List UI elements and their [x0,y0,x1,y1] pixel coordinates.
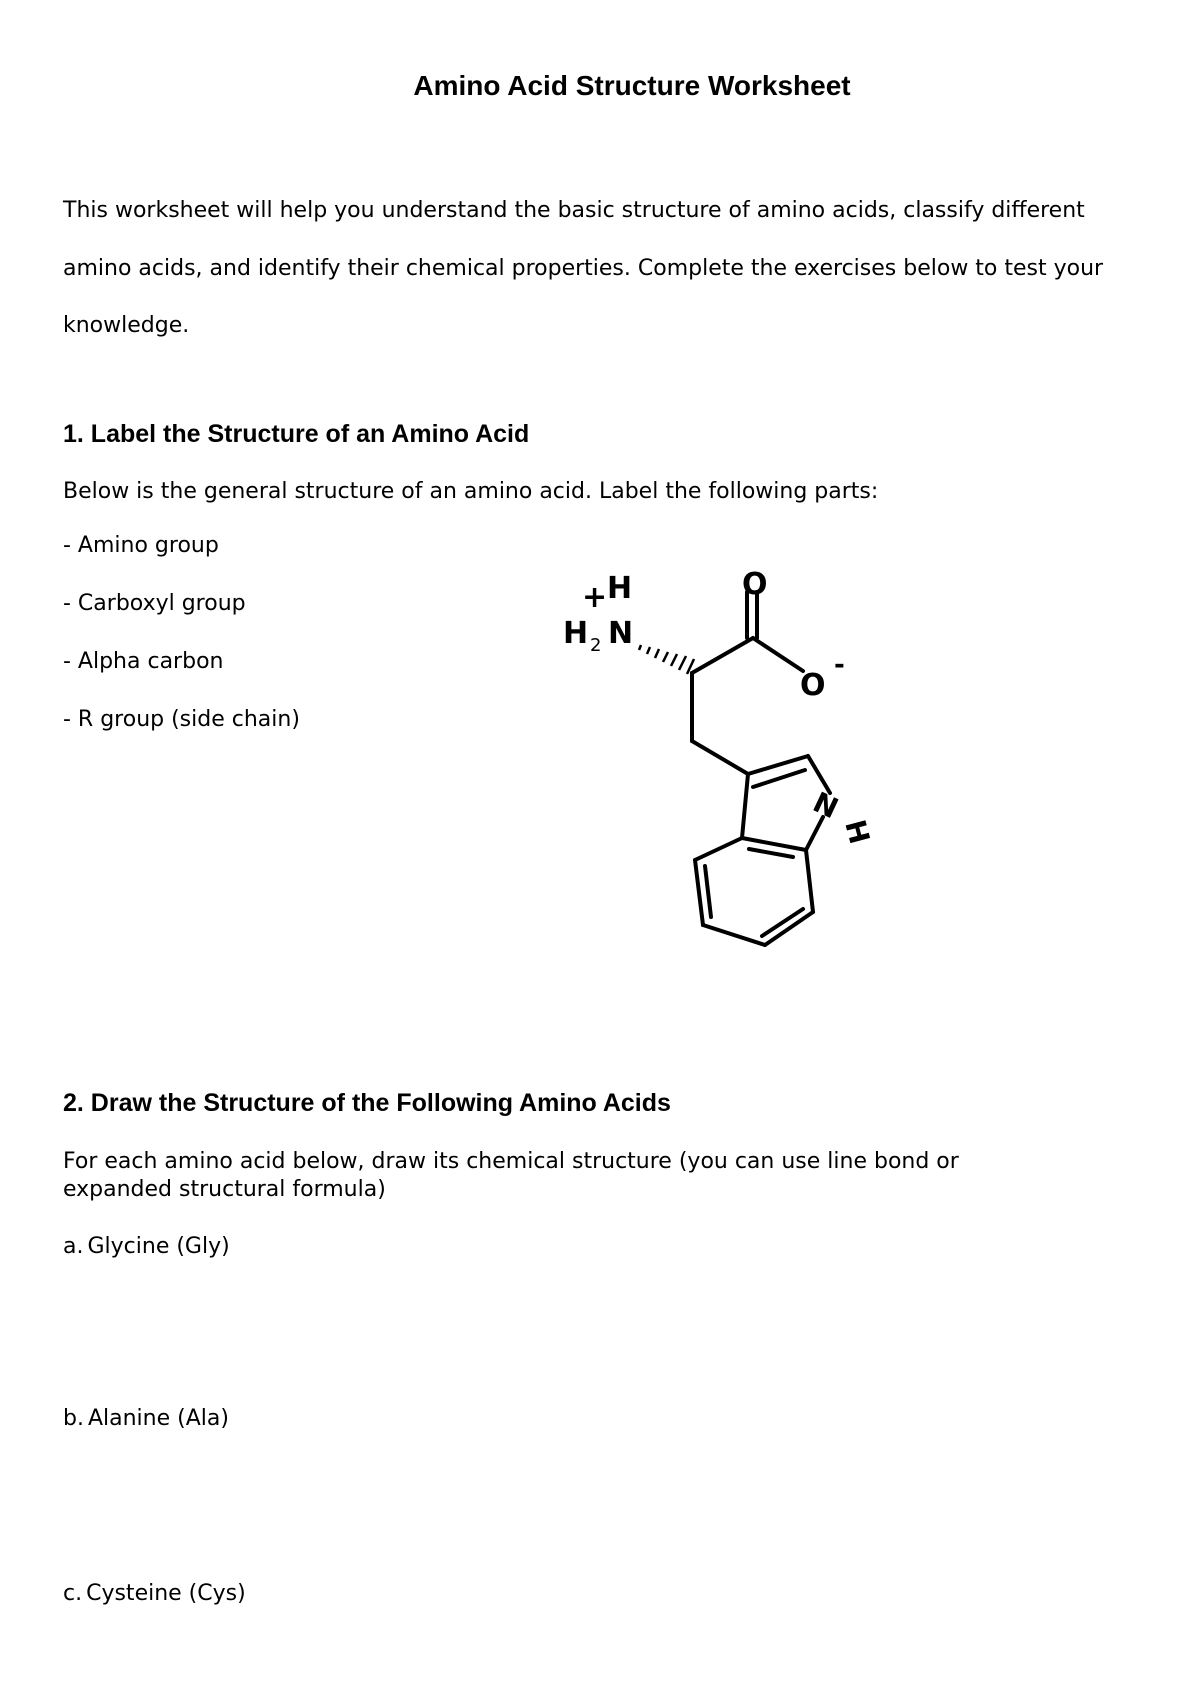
carbonyl-oxygen-label: O [742,567,768,602]
amine-subscript-label: 2 [590,635,602,656]
list-item: - Carboxyl group [63,591,246,616]
ring-hydrogen-label: H [838,816,877,848]
item-letter: a. [63,1234,84,1259]
item-name: Cysteine (Cys) [86,1581,246,1606]
amine-hydrogen-top-label: H [607,571,633,606]
amino-acid-structure-figure [555,555,925,965]
list-item: - Amino group [63,533,219,558]
bond-c5-c4-double [705,866,711,917]
amino-acid-item [63,1580,246,1608]
amine-nitrogen-label: N [608,616,634,651]
negative-charge-label: - [834,650,845,680]
bond-ch2-ring [692,741,748,774]
item-name: Alanine (Ala) [87,1406,229,1431]
bond-c5-c4 [695,860,703,925]
item-name: Glycine (Gly) [87,1234,230,1259]
list-item: - R group (side chain) [63,707,300,732]
intro-paragraph: This worksheet will help you understand the basic structure of amino acids, classify different amino acids, and identify their chemical properties. Complete the exercises below to test your knowledge. [63,198,1104,338]
amine-hydrogen-left-label: H [563,616,589,651]
label-parts-list [63,532,300,764]
bond-carboxylate [753,638,803,671]
bond-c6-c5 [703,925,765,945]
bond-c4-c3a [695,838,742,860]
section-2-heading: 2. Draw the Structure of the Following Amino Acids [63,1089,671,1117]
amino-acid-item [63,1233,230,1261]
plus-charge-label: + [582,580,608,615]
item-letter: c. [63,1581,83,1606]
bond-c3-c2-double [753,770,805,787]
ring-nitrogen-label: N [808,785,844,826]
list-item: - Alpha carbon [63,649,224,674]
section-2-instruction: For each amino acid below, draw its chemical structure (you can use line bond or expanded structural formula) [63,1149,959,1202]
bond-c3-c3a [742,774,748,838]
bond-alpha-carboxyl [692,638,753,673]
carboxylate-oxygen-label: O [800,668,826,703]
section-1-instruction: Below is the general structure of an amino acid. Label the following parts: [63,479,879,504]
page-title: Amino Acid Structure Worksheet [413,70,851,101]
bond-c7a-c7 [806,850,813,912]
item-letter: b. [63,1406,84,1431]
hashed-wedge-bond [639,645,694,674]
amino-acid-item [63,1405,229,1433]
section-1-heading: 1. Label the Structure of an Amino Acid [63,420,530,448]
bond-c3a-c7a-double [749,849,793,857]
bond-n-c7a [806,817,823,850]
